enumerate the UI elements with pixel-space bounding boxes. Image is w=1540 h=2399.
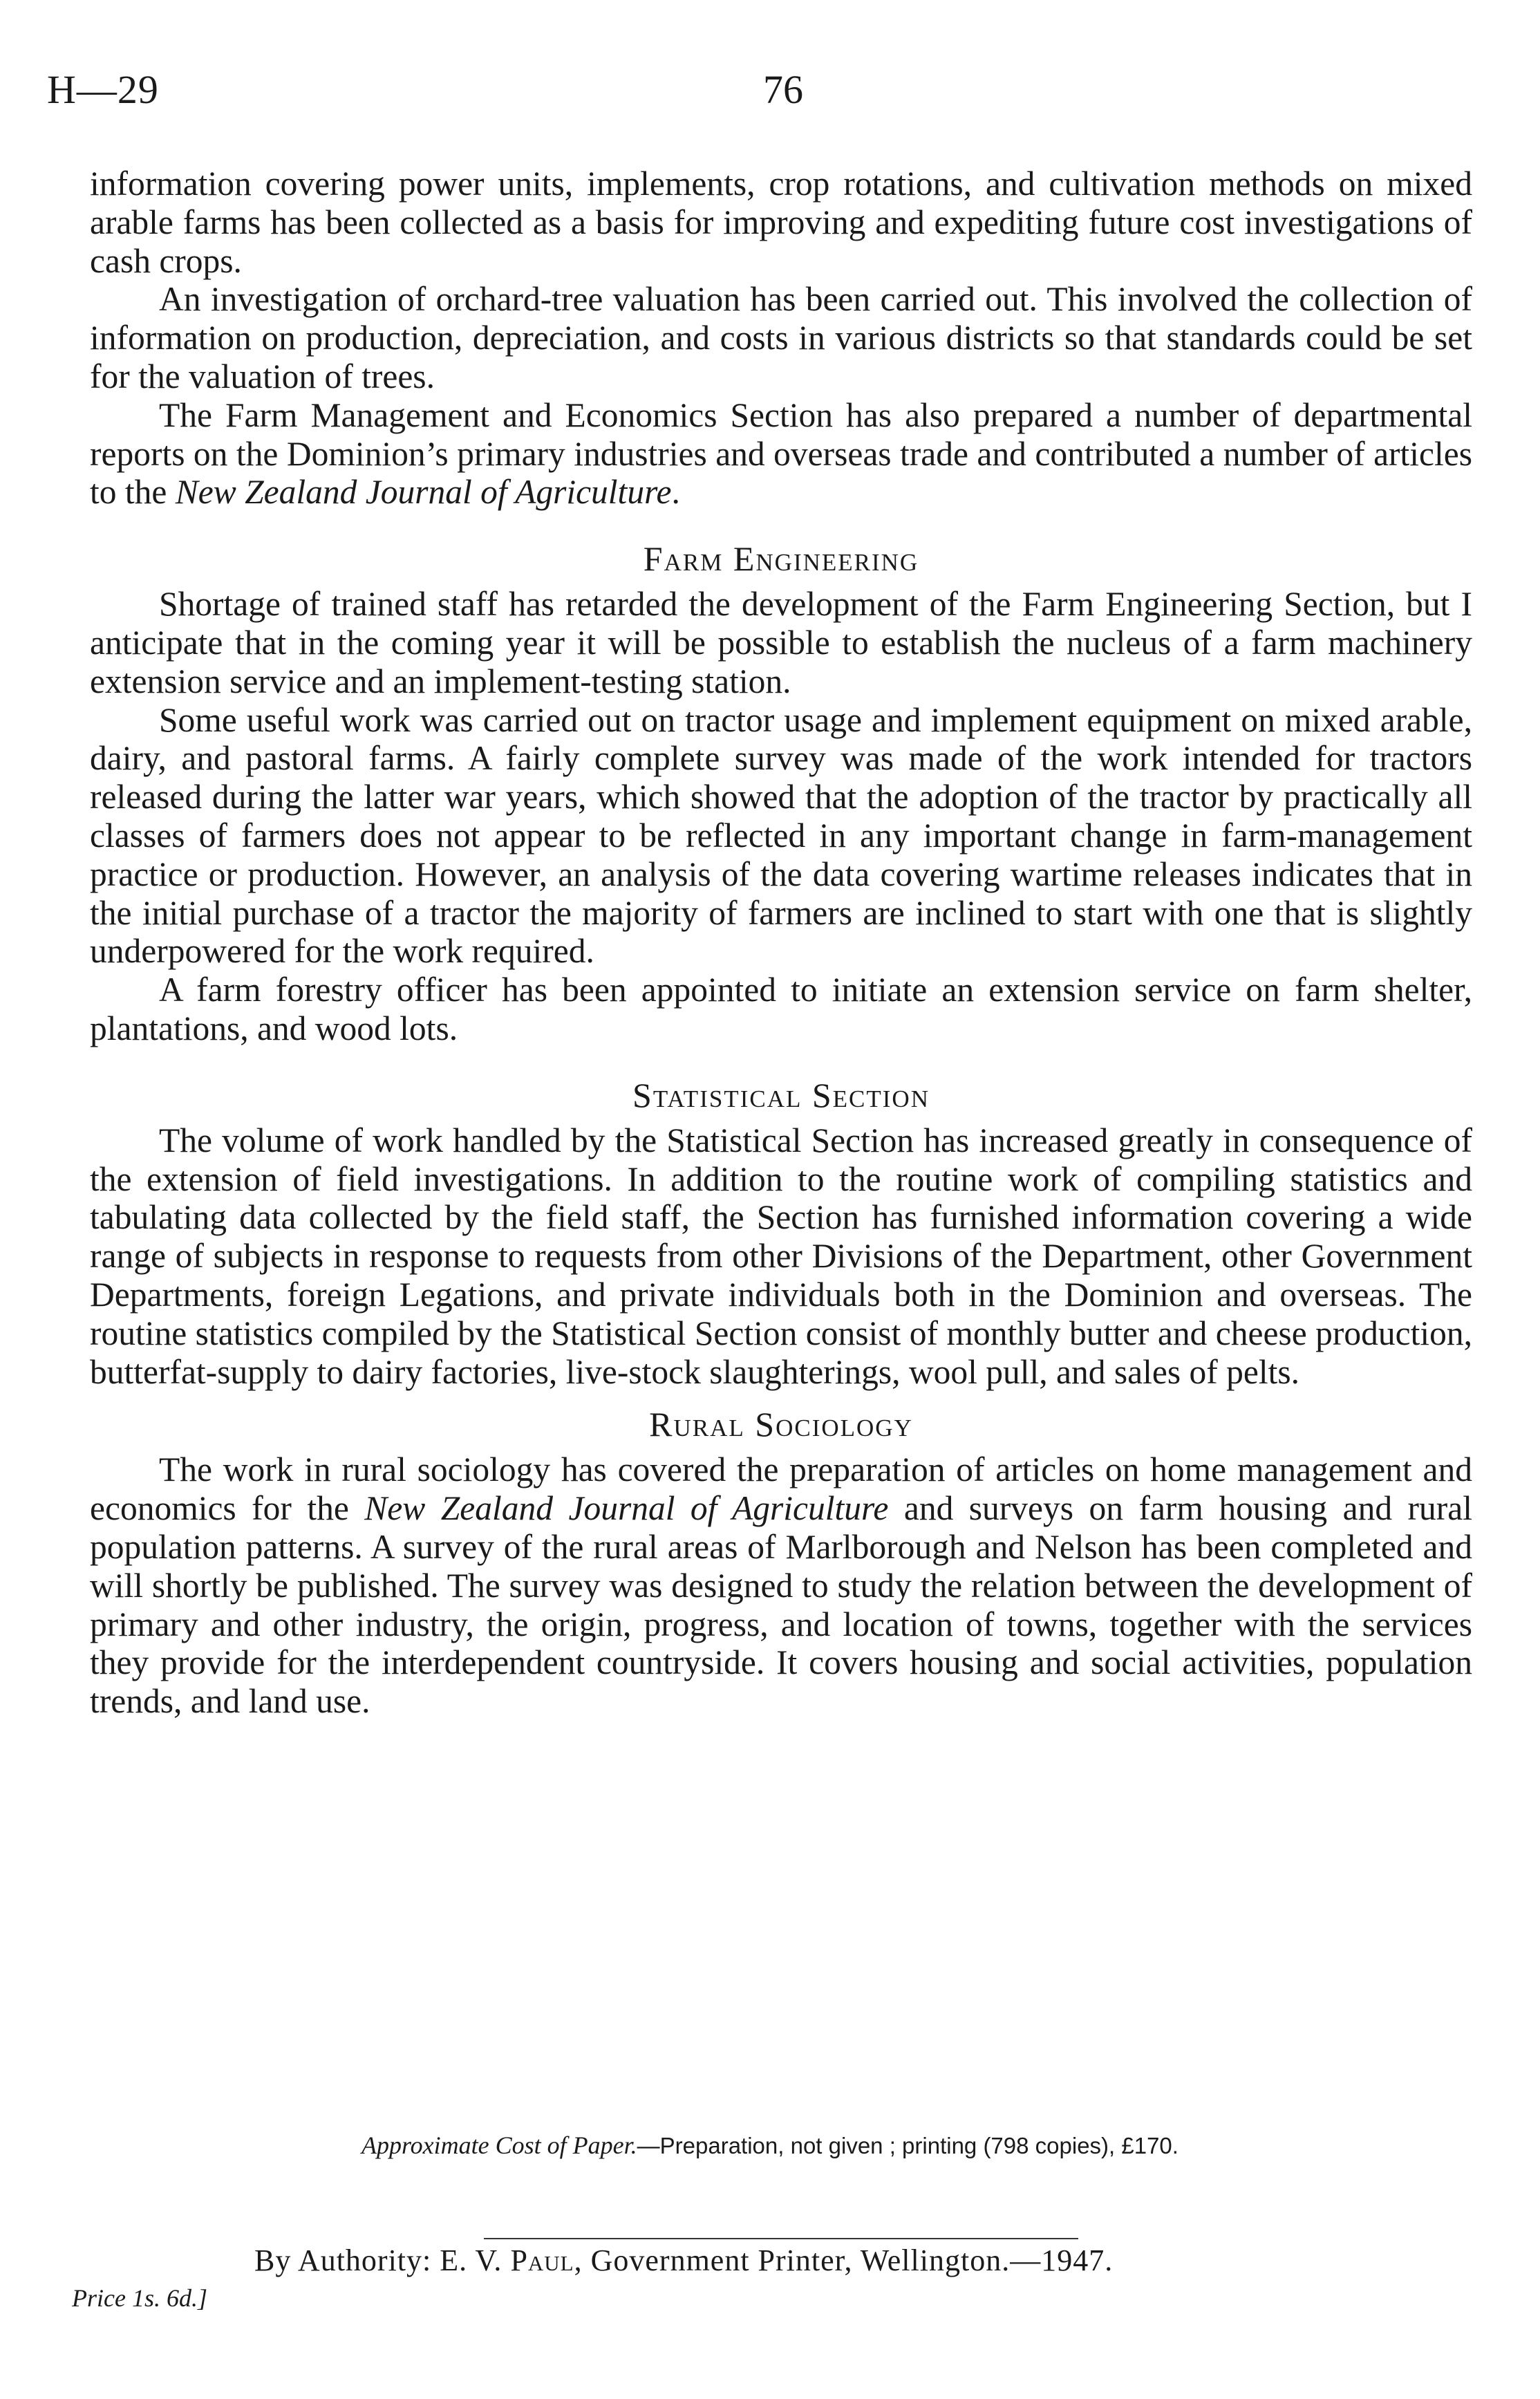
journal-title: New Zealand Journal of Agriculture: [364, 1489, 889, 1528]
paragraph: [90, 396, 1472, 512]
authority-suffix: , Government Printer, Wellington.—1947.: [574, 2243, 1114, 2277]
authority-prefix: By Authority: E. V.: [254, 2243, 511, 2277]
printer-name: Paul: [510, 2243, 574, 2277]
footer-divider: [484, 2238, 1078, 2239]
cost-of-paper-note: [0, 2131, 1540, 2160]
document-code: H—29: [47, 67, 159, 112]
cost-label: Approximate Cost of Paper.: [361, 2131, 637, 2159]
section-heading-statistical-section: Statistical Section: [632, 1075, 930, 1114]
paragraph: Shortage of trained staff has retarded the development of the Farm Engineering Section, but I anticipate that in the coming year it will be possible to establish the nucleus of a farm machinery extension service and an implement-testing station.: [90, 585, 1472, 700]
paragraph-text: The Farm Management and Economics Section has also prepared a number of departmental reports on the Dominion’s primary industries and overseas trade and contributed a number of articles to the: [90, 395, 1472, 512]
price: Price 1s. 6d.]: [72, 2284, 207, 2312]
paragraph-text: and surveys on farm housing and rural population patterns. A survey of the rural areas of Marlborough and Nelson has been completed and will shortly be published. The survey was designed to study the relation between the development of primary and other industry, the origin, progress, and location of towns, together with the services they provide for the interdependent countryside. It covers housing and social activities, population trends, and land use.: [90, 1489, 1472, 1721]
cost-text: —Preparation, not given ; printing (798 copies), £170.: [637, 2133, 1179, 2158]
section-heading-farm-engineering: Farm Engineering: [643, 539, 919, 579]
paragraph: An investigation of orchard-tree valuation has been carried out. This involved the collection of information on production, depreciation, and costs in various districts so that standards could be set for the valuation of trees.: [90, 280, 1472, 395]
section-heading-rural-sociology: Rural Sociology: [649, 1405, 913, 1444]
paragraph: information covering power units, implements, crop rotations, and cultivation methods on mixed arable farms has been collected as a basis for improving and expediting future cost investigations of cash crops.: [90, 165, 1472, 280]
printer-authority: [254, 2243, 1113, 2278]
period: .: [671, 473, 680, 512]
paragraph: Some useful work was carried out on tractor usage and implement equipment on mixed arable, dairy, and pastoral farms. A fairly complete survey was made of the work intended for tractors released during the latter war years, which showed that the adoption of the tractor by practically all classes of farmers does not appear to be reflected in any important change in farm-management practice or production. However, an analysis of the data covering wartime releases indicates that in the initial purchase of a tractor the majority of farmers are inclined to start with one that is slightly underpowered for the work required.: [90, 700, 1472, 971]
paragraph: [90, 1450, 1472, 1721]
paragraph-text: The work in rural sociology has covered the preparation of articles on home management and economics for the: [90, 1450, 1472, 1528]
page-number: 76: [763, 67, 803, 112]
paragraph: The volume of work handled by the Statistical Section has increased greatly in consequence of the extension of field investigations. In addition to the routine work of compiling statistics and tabulating data collected by the field staff, the Section has furnished information covering a wide range of subjects in response to requests from other Divisions of the Department, other Government Departments, foreign Legations, and private individuals both in the Dominion and overseas. The routine statistics compiled by the Statistical Section consist of monthly butter and cheese production, butterfat-supply to dairy factories, live-stock slaughterings, wool pull, and sales of pelts.: [90, 1121, 1472, 1391]
paragraph: A farm forestry officer has been appointed to initiate an extension service on farm shelter, plantations, and wood lots.: [90, 971, 1472, 1047]
document-body: [90, 165, 1472, 1721]
journal-title: New Zealand Journal of Agriculture: [175, 473, 672, 512]
